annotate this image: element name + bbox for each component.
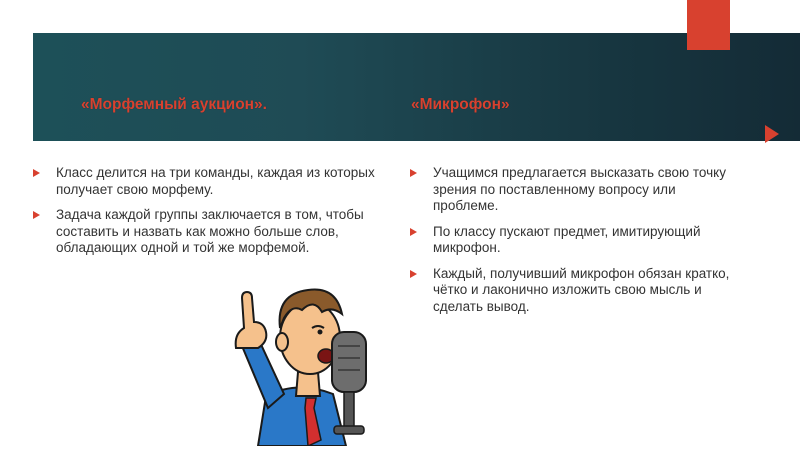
right-title: «Микрофон» <box>411 96 510 113</box>
triangle-bullet-icon <box>410 270 417 278</box>
list-item <box>410 266 730 316</box>
list-item <box>410 224 730 257</box>
play-arrow-icon <box>765 125 779 143</box>
triangle-bullet-icon <box>410 228 417 236</box>
accent-bar <box>687 0 730 50</box>
speaker-microphone-illustration <box>228 268 380 446</box>
bullet-text: По классу пускают предмет, имитирующий микрофон. <box>433 223 701 255</box>
bullet-text: Класс делится на три команды, каждая из которых получает свою морфему. <box>56 165 375 197</box>
header-band <box>33 33 800 141</box>
triangle-bullet-icon <box>33 211 40 219</box>
list-item <box>410 165 730 215</box>
triangle-bullet-icon <box>410 169 417 177</box>
bullet-text: Каждый, получивший микрофон обязан кратко, чётко и лаконично изложить свою мысль и сделать вывод. <box>433 265 730 314</box>
triangle-bullet-icon <box>33 169 40 177</box>
right-bullet-list <box>410 165 730 324</box>
list-item <box>33 207 393 257</box>
left-title: «Морфемный аукцион». <box>81 96 267 113</box>
bullet-text: Задача каждой группы заключается в том, чтобы составить и назвать как можно больше слов, обладающих одной и той же морфемой. <box>56 207 364 255</box>
left-bullet-list <box>33 165 393 266</box>
bullet-text: Учащимся предлагается высказать свою точку зрения по поставленному вопросу или проблеме. <box>433 165 726 213</box>
list-item <box>33 165 393 198</box>
